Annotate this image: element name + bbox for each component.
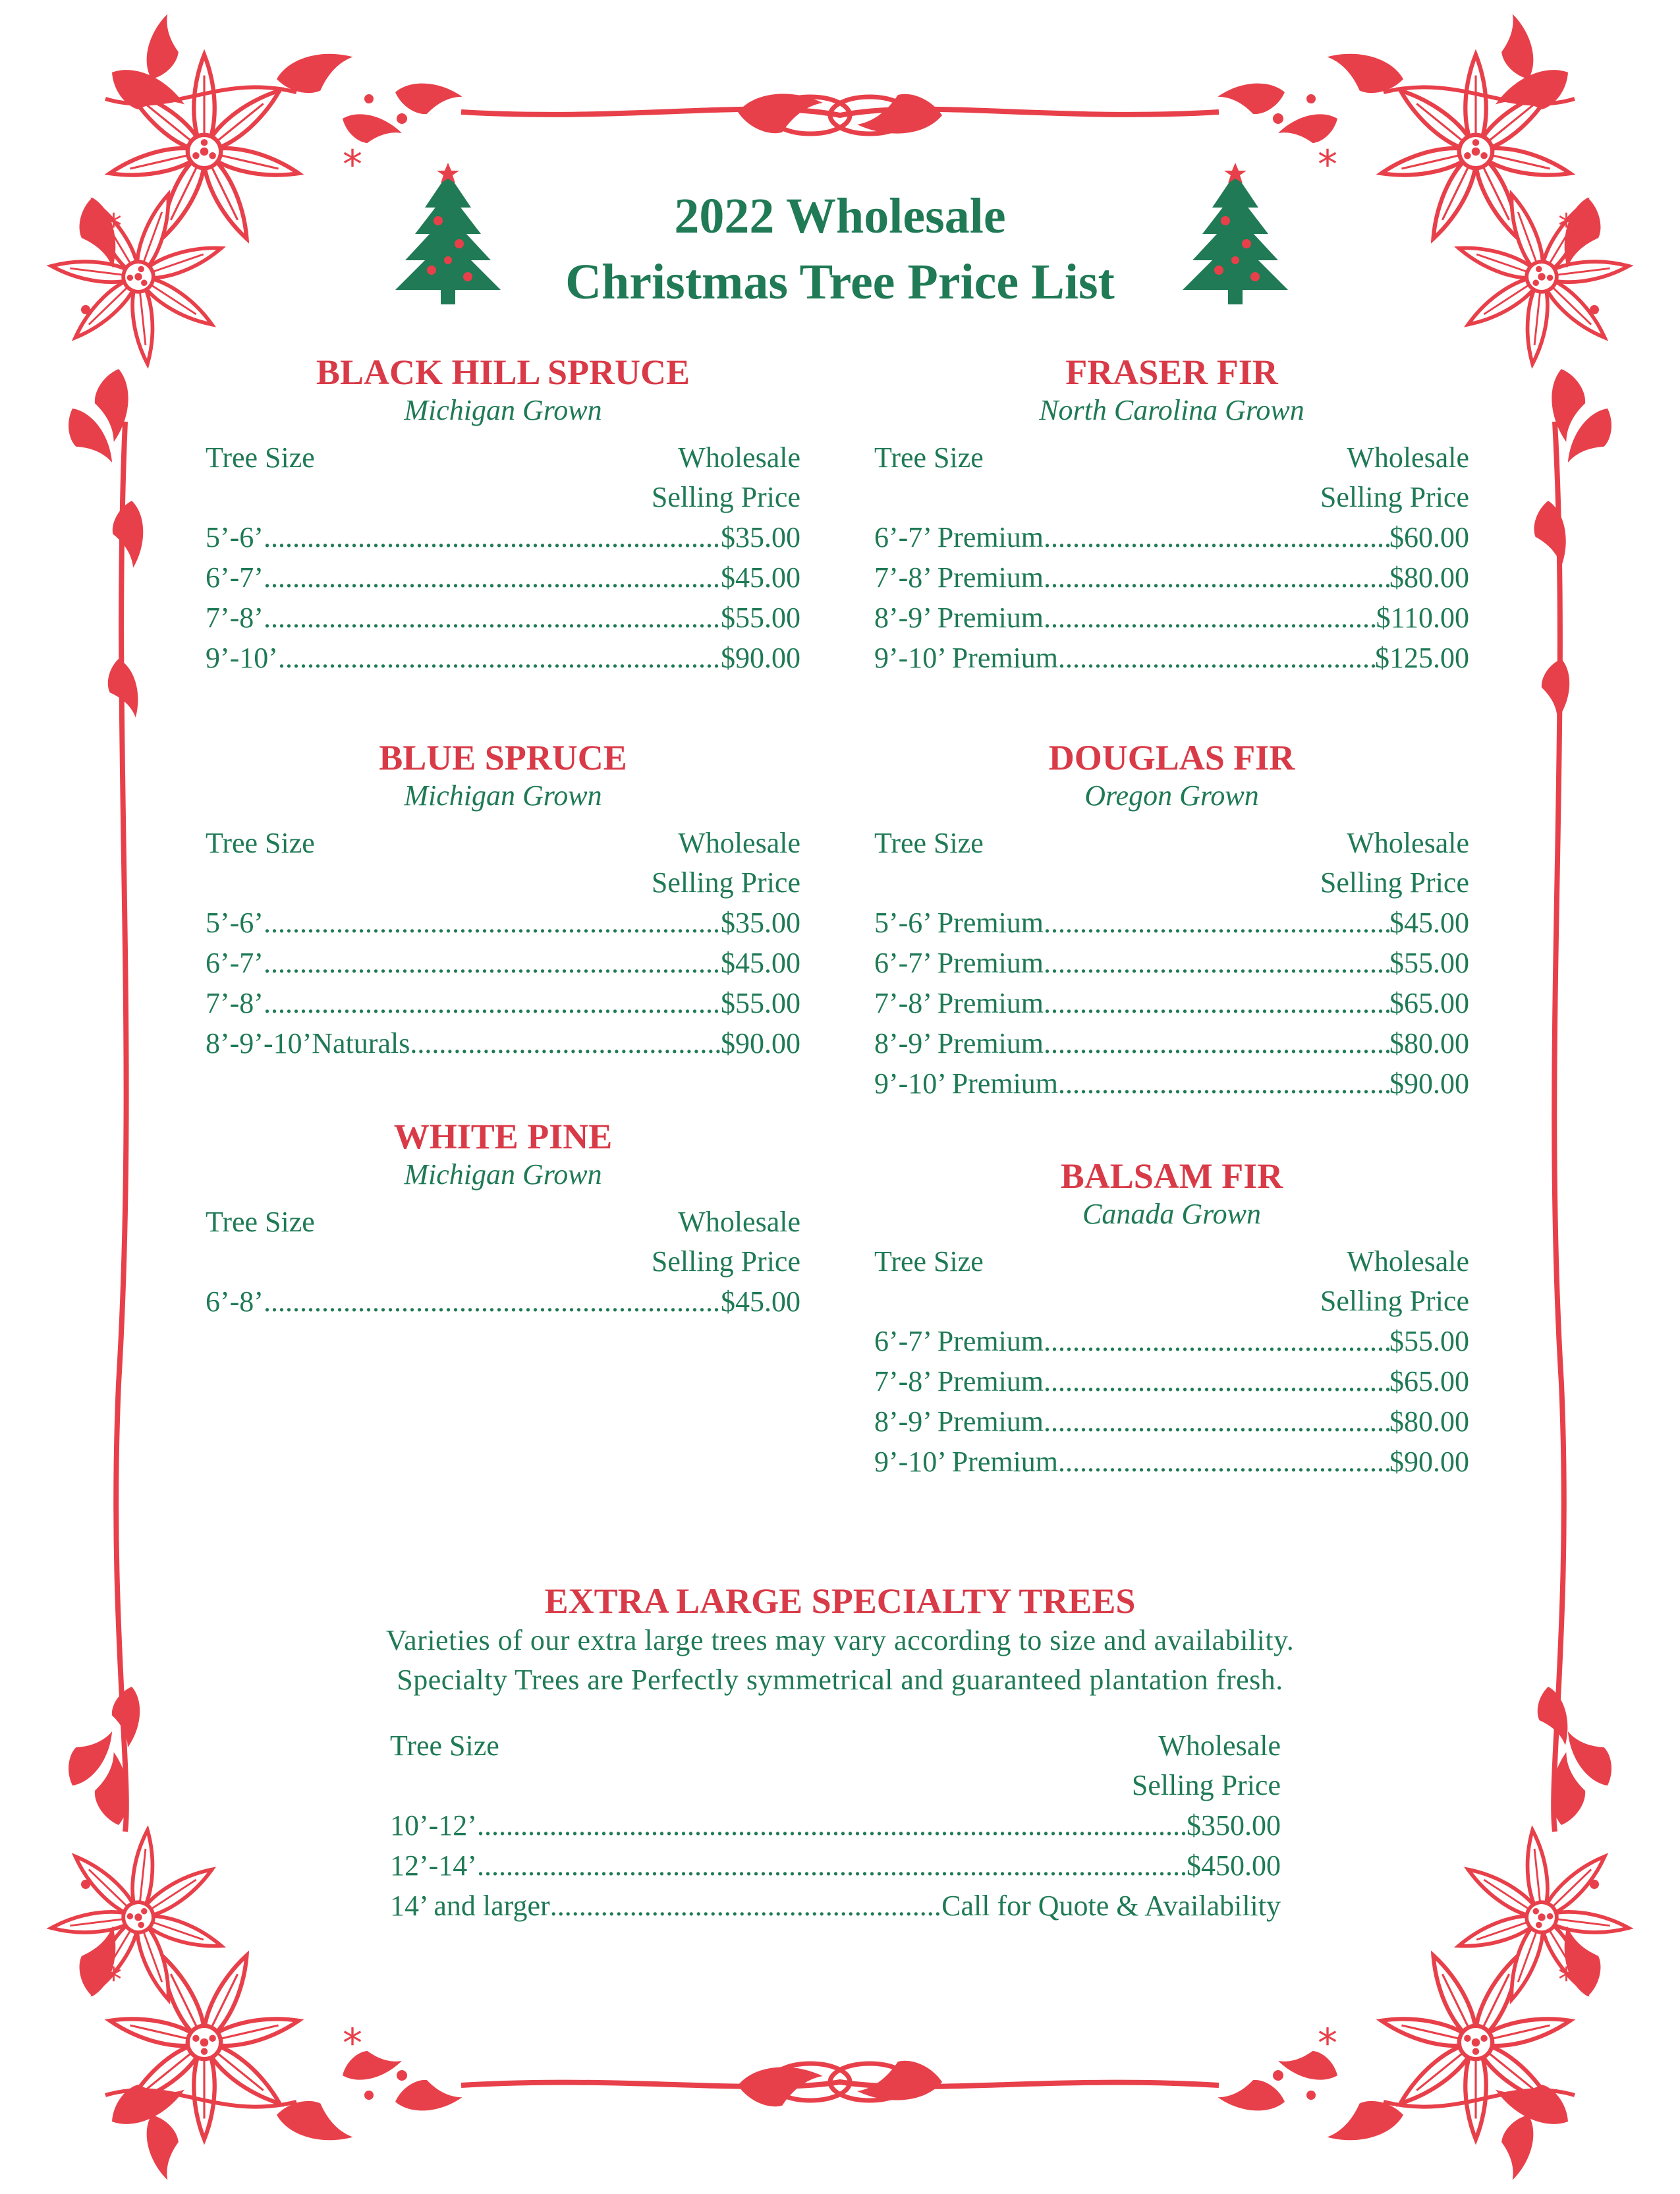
price-row (874, 1023, 1469, 1063)
selling-price-header: Selling Price (1320, 481, 1469, 513)
white-pine-section (206, 1117, 800, 1322)
tree-size-header: Tree Size (390, 1730, 499, 1762)
section-title: WHITE PINE (393, 1117, 613, 1156)
tree-size: 8’-9’ Premium (874, 1405, 1044, 1438)
price: $90.00 (1389, 1446, 1469, 1478)
tree-size-header: Tree Size (874, 441, 984, 474)
extra-large-price-table (390, 1726, 1281, 1926)
price-row (390, 1886, 1281, 1926)
selling-price-header: Selling Price (651, 1245, 800, 1278)
tree-size: 8’-9’ Premium (874, 1027, 1044, 1059)
price-row (874, 903, 1469, 943)
tree-size: 6’-7’ (206, 561, 264, 594)
selling-price-header: Selling Price (1131, 1769, 1281, 1801)
price-row (206, 1023, 800, 1063)
tree-size: 9’-10’ Premium (874, 642, 1059, 674)
tree-size: 7’-8’ Premium (874, 561, 1044, 594)
tree-size: 7’-8’ (206, 602, 264, 634)
price: $350.00 (1187, 1809, 1281, 1842)
price-row (874, 1361, 1469, 1401)
selling-price-header: Selling Price (651, 481, 800, 513)
tree-size: 10’-12’ (390, 1809, 477, 1842)
tree-size: 5’-6’ Premium (874, 907, 1044, 939)
price-row (206, 943, 800, 983)
price: $55.00 (1389, 947, 1469, 979)
wholesale-header: Wholesale (1158, 1730, 1281, 1762)
tree-size-header: Tree Size (206, 827, 315, 859)
price: $55.00 (721, 602, 800, 634)
price-row (206, 1281, 800, 1322)
price-row (874, 983, 1469, 1023)
tree-size: 9’-10’ Premium (874, 1446, 1059, 1478)
section-origin: Michigan Grown (404, 779, 602, 812)
price-row (874, 517, 1469, 557)
price-row (874, 1321, 1469, 1361)
douglas-fir-section (874, 738, 1469, 1104)
price: Call for Quote & Availability (941, 1890, 1281, 1922)
price-row (874, 943, 1469, 983)
selling-price-header: Selling Price (651, 866, 800, 899)
price: $45.00 (721, 561, 800, 594)
price: $110.00 (1376, 602, 1469, 634)
black-hill-spruce-section (206, 352, 800, 678)
extra-large-section (264, 1581, 1416, 1713)
wholesale-header: Wholesale (1347, 1245, 1469, 1278)
wholesale-header: Wholesale (1347, 441, 1469, 474)
section-title: DOUGLAS FIR (1048, 738, 1295, 777)
tree-size: 5’-6’ (206, 521, 264, 553)
price: $60.00 (1389, 521, 1469, 553)
blue-spruce-section (206, 738, 800, 1063)
section-note: Specialty Trees are Perfectly symmetrical and guaranteed plantation fresh. (397, 1664, 1283, 1696)
tree-size: 9’-10’ Premium (874, 1067, 1059, 1100)
section-title: EXTRA LARGE SPECIALTY TREES (544, 1581, 1136, 1621)
tree-size: 6’-7’ Premium (874, 521, 1044, 553)
price: $65.00 (1389, 987, 1469, 1019)
price: $35.00 (721, 521, 800, 553)
price-row (206, 638, 800, 678)
tree-size: 6’-8’ (206, 1285, 264, 1318)
price: $80.00 (1389, 1027, 1469, 1059)
page-title-line-2: Christmas Tree Price List (565, 254, 1115, 310)
tree-size: 7’-8’ (206, 987, 264, 1019)
tree-size: 8’-9’-10’Naturals (206, 1027, 410, 1059)
wholesale-header: Wholesale (678, 1206, 800, 1238)
price-row (390, 1845, 1281, 1886)
tree-size: 6’-7’ Premium (874, 947, 1044, 979)
price-row (390, 1805, 1281, 1845)
price: $45.00 (1389, 907, 1469, 939)
tree-size-header: Tree Size (874, 1245, 984, 1278)
price: $45.00 (721, 1285, 800, 1318)
price-row (874, 1401, 1469, 1442)
price-row (206, 983, 800, 1023)
tree-size-header: Tree Size (206, 1206, 315, 1238)
price-row (874, 1442, 1469, 1482)
section-origin: Michigan Grown (404, 1158, 602, 1191)
tree-size: 12’-14’ (390, 1849, 477, 1882)
tree-size: 7’-8’ Premium (874, 1365, 1044, 1397)
price: $90.00 (721, 1027, 800, 1059)
section-title: BLUE SPRUCE (379, 738, 627, 777)
tree-size: 8’-9’ Premium (874, 602, 1044, 634)
balsam-fir-section (874, 1156, 1469, 1482)
tree-size: 7’-8’ Premium (874, 987, 1044, 1019)
section-origin: Oregon Grown (1084, 779, 1259, 812)
section-note: Varieties of our extra large trees may vary according to size and availability. (385, 1624, 1295, 1656)
price: $450.00 (1187, 1849, 1281, 1882)
wholesale-header: Wholesale (1347, 827, 1469, 859)
tree-size-header: Tree Size (206, 441, 315, 474)
price-row (874, 638, 1469, 678)
price-row (206, 903, 800, 943)
tree-size: 14’ and larger (390, 1890, 550, 1922)
price-row (206, 517, 800, 557)
price-row (206, 598, 800, 638)
price: $90.00 (721, 642, 800, 674)
fraser-fir-section (874, 352, 1469, 678)
price: $35.00 (721, 907, 800, 939)
selling-price-header: Selling Price (1320, 866, 1469, 899)
selling-price-header: Selling Price (1320, 1285, 1469, 1317)
tree-size: 5’-6’ (206, 907, 264, 939)
price: $80.00 (1389, 561, 1469, 594)
price: $55.00 (1389, 1325, 1469, 1357)
tree-size: 6’-7’ (206, 947, 264, 979)
tree-size: 9’-10’ (206, 642, 278, 674)
section-title: BLACK HILL SPRUCE (316, 352, 690, 392)
price: $45.00 (721, 947, 800, 979)
price-row (874, 598, 1469, 638)
price-row (206, 557, 800, 598)
section-title: FRASER FIR (1065, 352, 1278, 392)
tree-size-header: Tree Size (874, 827, 984, 859)
price: $90.00 (1389, 1067, 1469, 1100)
section-origin: Canada Grown (1082, 1198, 1261, 1230)
price: $65.00 (1389, 1365, 1469, 1397)
section-origin: Michigan Grown (404, 394, 602, 426)
tree-size: 6’-7’ Premium (874, 1325, 1044, 1357)
section-origin: North Carolina Grown (1039, 394, 1304, 426)
price: $55.00 (721, 987, 800, 1019)
price-row (874, 557, 1469, 598)
price: $125.00 (1375, 642, 1469, 674)
price: $80.00 (1389, 1405, 1469, 1438)
wholesale-header: Wholesale (678, 827, 800, 859)
price-row (874, 1063, 1469, 1104)
page-title-line-1: 2022 Wholesale (674, 188, 1006, 244)
wholesale-header: Wholesale (678, 441, 800, 474)
section-title: BALSAM FIR (1060, 1156, 1283, 1196)
